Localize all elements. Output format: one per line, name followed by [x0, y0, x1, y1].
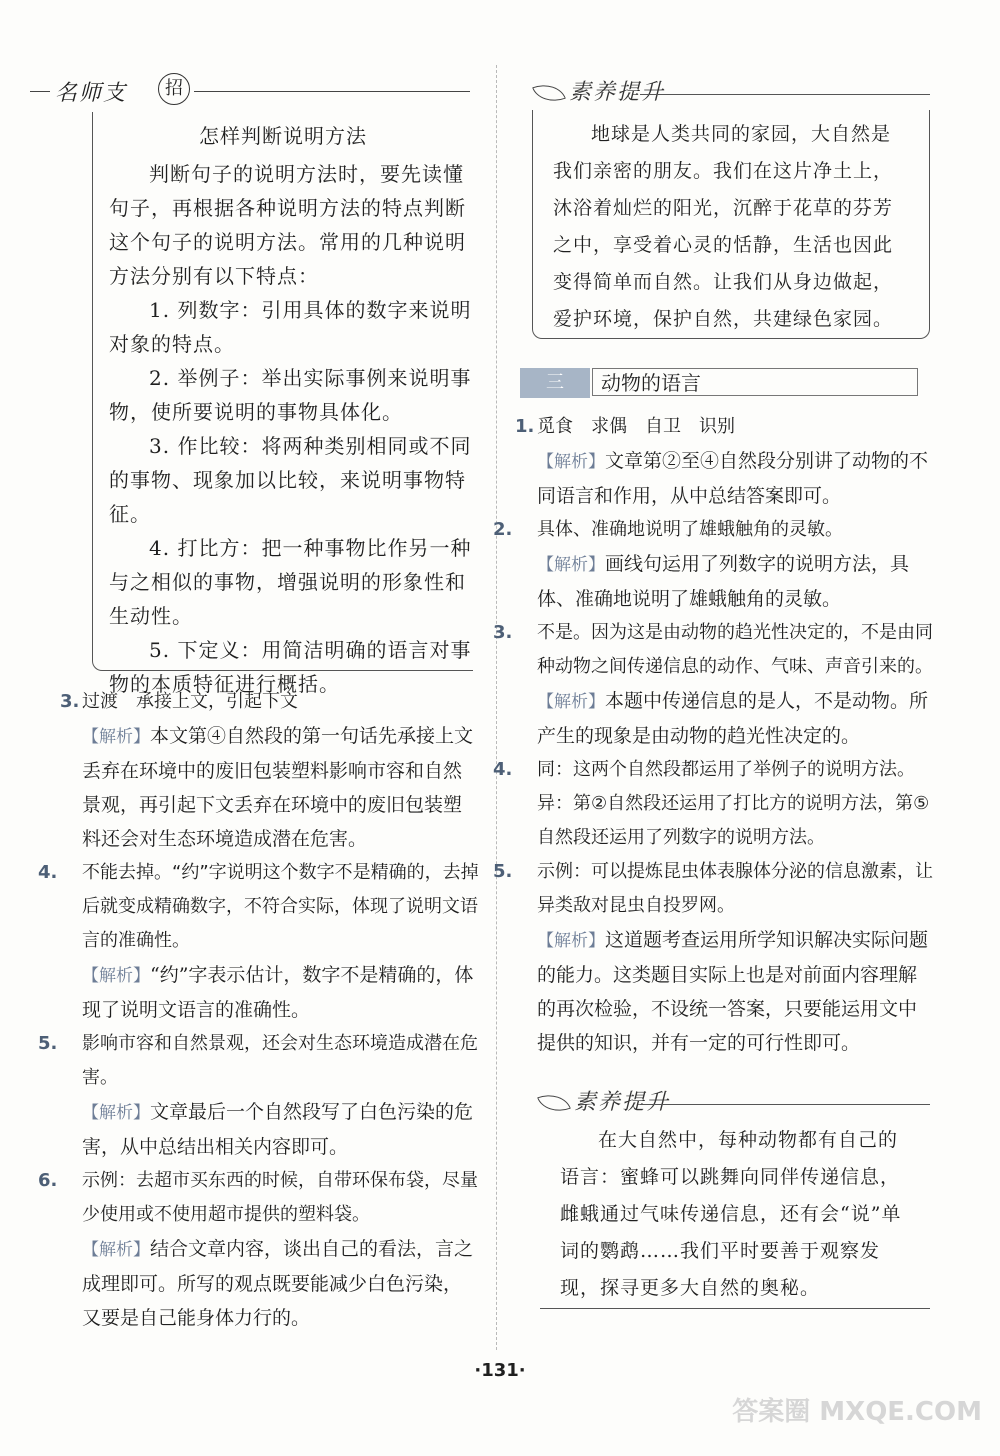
- answer-text: 具体、准确地说明了雄蛾触角的灵敏。: [537, 519, 843, 540]
- answer-item: [38, 856, 480, 1027]
- question-number: 3.: [493, 622, 513, 643]
- tip-header-seal: 招: [158, 73, 190, 105]
- suyang-title: [535, 75, 665, 106]
- left-answers: [38, 685, 480, 1335]
- suyang-title-text: 素养提升: [569, 80, 666, 105]
- analysis-text: 结合文章内容，谈出自己的看法，言之成理即可。所写的观点既要能减少白色污染，又要是自己能身体力行的。: [82, 1238, 474, 1329]
- question-number: 5.: [38, 1033, 58, 1054]
- analysis-text: 文章最后一个自然段写了白色污染的危害，从中总结出相关内容即可。: [82, 1101, 474, 1158]
- analysis-text: 文章第②至④自然段分别讲了动物的不同语言和作用，从中总结答案即可。: [537, 450, 929, 507]
- analysis-label: 【解析】: [82, 1103, 150, 1123]
- tip-paragraph: 判断句子的说明方法时，要先读懂句子，再根据各种说明方法的特点判断这个句子的说明方法。常用的几种说明方法分别有以下特点：: [109, 162, 466, 288]
- suyang-box: [540, 1118, 930, 1309]
- suyang-title: [540, 1085, 670, 1116]
- answer-item: [38, 1164, 480, 1335]
- analysis-label: 【解析】: [537, 452, 605, 472]
- leaf-icon: [537, 1088, 571, 1118]
- page-number: ·131·: [474, 1360, 526, 1381]
- question-number: 3.: [60, 691, 80, 712]
- question-number: 5.: [493, 861, 513, 882]
- analysis-text: 本文第④自然段的第一句话先承接上文丢弃在环境中的废旧包装塑料影响市容和自然景观，再引起下文丢弃在环境中的废旧包装塑料还会对生态环境造成潜在危害。: [82, 725, 474, 850]
- tip-paragraph: 1. 列数字：引用具体的数字来说明对象的特点。: [109, 298, 472, 356]
- right-answers: [493, 410, 935, 1060]
- tip-header: [30, 75, 470, 107]
- suyang-text: 地球是人类共同的家园，大自然是我们亲密的朋友。我们在这片净土上，沐浴着灿烂的阳光，沉醉于花草的芬芳之中，享受着心灵的恬静，生活也因此变得简单而自然。让我们从身边做起，爱护环境，保护自然，共建绿色家园。: [553, 123, 894, 330]
- answer-text: 示例：可以提炼昆虫体表腺体分泌的信息激素，让异类敌对昆虫自投罗网。: [537, 861, 933, 916]
- analysis-label: 【解析】: [537, 692, 605, 712]
- tip-paragraph: 2. 举例子：举出实际事例来说明事物，使所要说明的事物具体化。: [109, 366, 472, 424]
- tip-paragraph: 5. 下定义：用简洁明确的语言对事物的本质特征进行概括。: [109, 638, 472, 696]
- suyang-box: [532, 110, 930, 339]
- leaf-icon: [532, 78, 566, 108]
- answer-text: 影响市容和自然景观，还会对生态环境造成潜在危害。: [82, 1033, 478, 1088]
- tip-box: [92, 112, 473, 696]
- suyang-rule: [640, 1104, 930, 1105]
- analysis-text: 本题中传递信息的是人，不是动物。所产生的现象是由动物的趋光性决定的。: [537, 690, 929, 747]
- question-number: 6.: [38, 1170, 58, 1191]
- analysis-text: 这道题考查运用所学知识解决实际问题的能力。这类题目实际上也是对前面内容理解的再次检验，不设统一答案，只要能运用文中提供的知识，并有一定的可行性即可。: [537, 929, 929, 1054]
- answer-text: 示例：去超市买东西的时候，自带环保布袋，尽量少使用或不使用超市提供的塑料袋。: [82, 1170, 478, 1225]
- tip-header-rule-left: [30, 91, 50, 92]
- answer-text: 过渡 承接上文，引起下文: [82, 691, 298, 712]
- analysis-text: “约”字表示估计，数字不是精确的，体现了说明文语言的准确性。: [82, 964, 474, 1021]
- question-number: 1.: [515, 416, 535, 437]
- answer-item: [515, 410, 935, 513]
- tip-title: 怎样判断说明方法: [199, 124, 367, 148]
- column-divider: [496, 65, 497, 1350]
- section-title: 动物的语言: [592, 368, 918, 396]
- watermark: 答案圈 MXQE.COM: [732, 1397, 982, 1427]
- section-banner: [520, 368, 920, 398]
- answer-item: [493, 513, 935, 616]
- section-badge: 三: [520, 368, 590, 398]
- answer-item: [60, 685, 480, 856]
- analysis-label: 【解析】: [82, 727, 150, 747]
- analysis-label: 【解析】: [537, 931, 605, 951]
- analysis-label: 【解析】: [82, 966, 150, 986]
- tip-paragraph: 4. 打比方：把一种事物比作另一种与之相似的事物，增强说明的形象性和生动性。: [109, 536, 472, 628]
- answer-item: [493, 855, 935, 1060]
- answer-text: 不是。因为这是由动物的趋光性决定的，不是由同种动物之间传递信息的动作、气味、声音引来的。: [537, 622, 933, 677]
- question-number: 2.: [493, 519, 513, 540]
- suyang-rule: [640, 94, 930, 95]
- suyang-text: 在大自然中，每种动物都有自己的语言：蜜蜂可以跳舞向同伴传递信息，雌蛾通过气味传递信息，还有会“说”单词的鹦鹉……我们平时要善于观察发现，探寻更多大自然的奥秘。: [560, 1129, 902, 1299]
- answer-text: 同：这两个自然段都运用了举例子的说明方法。异：第②自然段还运用了打比方的说明方法，第⑤自然段还运用了列数字的说明方法。: [537, 759, 930, 848]
- answer-text: 不能去掉。“约”字说明这个数字不是精确的，去掉后就变成精确数字，不符合实际，体现了说明文语言的准确性。: [82, 862, 479, 951]
- question-number: 4.: [38, 862, 58, 883]
- answer-item: [493, 616, 935, 753]
- answer-item: [493, 753, 935, 855]
- tip-paragraph: 3. 作比较：将两种类别相同或不同的事物、现象加以比较，来说明事物特征。: [109, 434, 472, 526]
- tip-header-title: 名师支: [55, 81, 128, 106]
- question-number: 4.: [493, 759, 513, 780]
- analysis-label: 【解析】: [537, 555, 605, 575]
- suyang-title-text: 素养提升: [574, 1090, 671, 1115]
- tip-header-rule-right: [194, 91, 470, 92]
- answer-text: 觅食 求偶 自卫 识别: [537, 416, 735, 437]
- analysis-text: 画线句运用了列数字的说明方法，具体、准确地说明了雄蛾触角的灵敏。: [537, 553, 910, 610]
- analysis-label: 【解析】: [82, 1240, 150, 1260]
- answer-item: [38, 1027, 480, 1164]
